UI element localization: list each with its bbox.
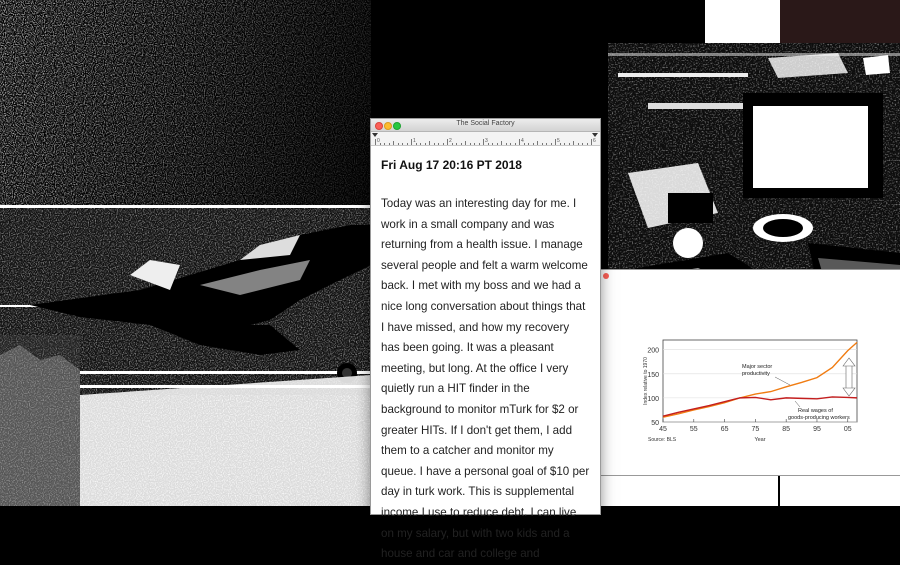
ruler-subtick <box>564 143 565 145</box>
ruler-subtick <box>528 143 529 145</box>
ruler-tick <box>555 139 556 145</box>
ruler-number: 3 <box>485 138 488 144</box>
ruler-subtick <box>470 143 471 145</box>
right-indent-marker[interactable] <box>592 133 598 137</box>
y-tick-label: 150 <box>647 371 659 379</box>
white-panel-top <box>705 0 780 43</box>
ruler-subtick <box>582 143 583 145</box>
title-bar[interactable] <box>371 119 600 132</box>
x-tick-label: 75 <box>751 426 760 433</box>
ruler-tick <box>591 139 592 145</box>
ruler-subtick <box>407 143 408 145</box>
ruler-subtick <box>384 143 385 145</box>
ruler-subtick <box>402 143 403 145</box>
x-tick-label: 45 <box>659 426 667 433</box>
source-label: Source: BLS <box>648 437 677 443</box>
ruler-subtick <box>452 143 453 145</box>
wages-annotation-line1: Real wages of <box>798 408 833 414</box>
ruler-subtick <box>425 143 426 145</box>
ruler-subtick <box>420 143 421 145</box>
ruler-tick <box>519 139 520 145</box>
ruler-number: 5 <box>557 138 560 144</box>
x-tick-label: 65 <box>720 426 729 433</box>
ruler-subtick <box>587 143 588 145</box>
y-tick-label: 200 <box>647 347 659 355</box>
ruler-subtick <box>542 143 543 145</box>
chart-window <box>600 270 900 475</box>
ruler-tick <box>411 139 412 145</box>
ruler-tick <box>483 139 484 145</box>
ruler-number: 4 <box>521 138 524 144</box>
ruler-subtick <box>578 143 579 145</box>
ruler-tick <box>447 139 448 145</box>
ruler-subtick <box>515 143 516 145</box>
journal-text: Today was an interesting day for me. I work in a small company and was returning from a health issue. I manage several people and felt a warm welcome back. I met with my boss and we had a nice long conversation about things that I have missed, and how my recovery has been going. It was a pleasant meeting, but long. At the office I very quietly run a HIT finder in the background to monitor mTurk for $2 or greater HITs. If I don't get them, I add them to a catcher and monitor my queue. I have a personal goal of $10 per day in turk work. This is supplemental income I use to reduce debt. I can live on my salary, but with two kids and a house and car and college and <box>381 197 590 561</box>
x-tick-label: 05 <box>843 426 852 433</box>
x-tick-label: 85 <box>782 426 791 433</box>
ruler-subtick <box>546 143 547 145</box>
ruler-subtick <box>429 141 430 145</box>
ruler-number: 2 <box>449 138 452 144</box>
document-body[interactable] <box>371 146 600 565</box>
ruler[interactable] <box>371 132 600 146</box>
ruler-subtick <box>492 143 493 145</box>
x-axis-label: Year <box>754 437 766 443</box>
dark-photo-corner <box>780 0 900 43</box>
text-editor-window <box>371 119 600 561</box>
dark-strip-bottom <box>778 476 780 506</box>
ruler-subtick <box>438 143 439 145</box>
wages-annotation-line2: goods-producing workers <box>788 415 850 421</box>
x-tick-label: 95 <box>813 426 821 433</box>
ruler-subtick <box>524 143 525 145</box>
ruler-subtick <box>443 143 444 145</box>
ruler-subtick <box>569 143 570 145</box>
y-tick-label: 100 <box>647 395 659 403</box>
ruler-number: 6 <box>593 138 596 144</box>
ruler-subtick <box>434 143 435 145</box>
white-panel-bottom <box>600 470 900 506</box>
ruler-subtick <box>416 143 417 145</box>
y-axis-label: Index relative to 1970 <box>643 357 649 405</box>
y-tick-label: 50 <box>651 420 659 427</box>
ruler-subtick <box>380 143 381 145</box>
ruler-subtick <box>488 143 489 145</box>
productivity-annotation-line2: productivity <box>742 371 770 377</box>
gap-arrow-shaft <box>846 365 852 389</box>
ruler-subtick <box>398 143 399 145</box>
ruler-subtick <box>510 143 511 145</box>
jet-photo <box>0 205 371 506</box>
ruler-subtick <box>479 143 480 145</box>
ruler-subtick <box>456 143 457 145</box>
ruler-subtick <box>474 143 475 145</box>
ruler-subtick <box>461 143 462 145</box>
window-title: The Social Factory <box>456 120 515 127</box>
ruler-number: 1 <box>413 138 416 144</box>
date-heading: Fri Aug 17 20:16 PT 2018 <box>381 158 522 172</box>
ruler-subtick <box>389 143 390 145</box>
left-indent-marker[interactable] <box>372 133 378 137</box>
ruler-subtick <box>533 143 534 145</box>
ruler-tick <box>375 139 376 145</box>
x-tick-label: 55 <box>689 426 698 433</box>
productivity-annotation-line1: Major sector <box>742 364 773 370</box>
ruler-subtick <box>560 143 561 145</box>
ruler-subtick <box>551 143 552 145</box>
ruler-subtick <box>497 143 498 145</box>
ruler-subtick <box>573 141 574 145</box>
ruler-subtick <box>393 141 394 145</box>
ruler-subtick <box>506 143 507 145</box>
ruler-subtick <box>537 141 538 145</box>
ruler-subtick <box>465 141 466 145</box>
ruler-subtick <box>501 141 502 145</box>
productivity-wages-chart <box>600 270 900 475</box>
ruler-number: 0 <box>377 138 380 144</box>
